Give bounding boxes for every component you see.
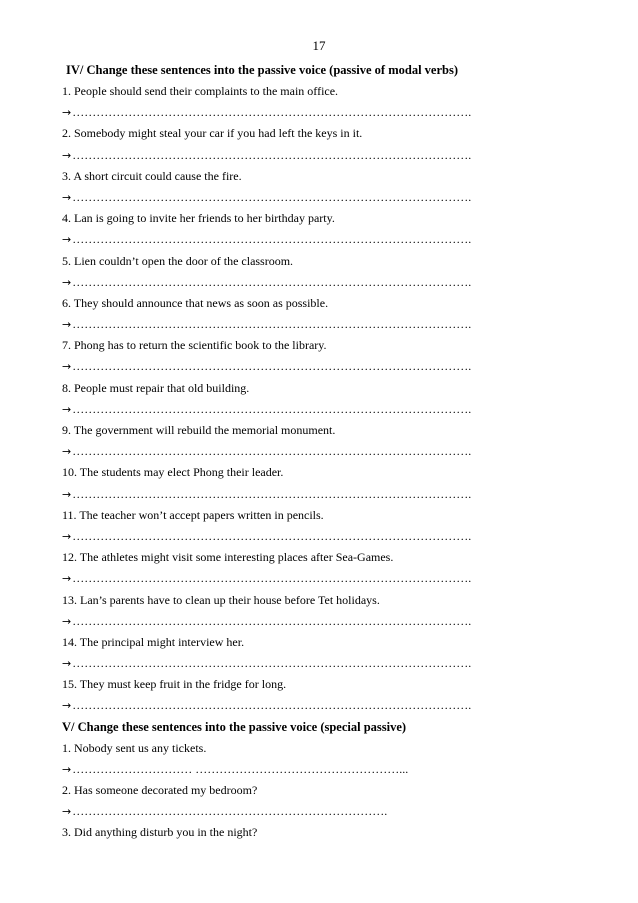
question-prompt: 3. Did anything disturb you in the night? bbox=[62, 825, 258, 840]
arrow-right-icon: → bbox=[62, 572, 72, 586]
answer-blank[interactable]: ………………………… ……………………………………………... bbox=[72, 761, 409, 776]
question-prompt: 6. They should announce that news as soon as possible. bbox=[62, 295, 329, 310]
question-prompt: 3. A short circuit could cause the fire. bbox=[62, 168, 242, 183]
question-prompt: 9. The government will rebuild the memorial monument. bbox=[62, 423, 336, 437]
question-prompt: 4. Lan is going to invite her friends to her birthday party. bbox=[62, 211, 335, 226]
question-prompt: 2. Somebody might steal your car if you had left the keys in it. bbox=[62, 126, 363, 141]
page-number: 17 bbox=[312, 38, 326, 53]
answer-line[interactable] bbox=[62, 759, 582, 780]
answer-line[interactable] bbox=[62, 187, 582, 208]
answer-blank[interactable]: ………………………………………………………………………………………. bbox=[72, 571, 472, 586]
answer-line[interactable] bbox=[62, 653, 582, 674]
question-prompt: 10. The students may elect Phong their leader. bbox=[62, 465, 284, 480]
answer-line[interactable] bbox=[62, 102, 582, 123]
answer-blank[interactable]: ………………………………………………………………………………………. bbox=[72, 528, 472, 543]
question-prompt: 13. Lan’s parents have to clean up their house before Tet holidays. bbox=[62, 592, 380, 607]
question-prompt: 1. People should send their complaints to the main office. bbox=[62, 84, 339, 98]
answer-blank[interactable]: ………………………………………………………………………………………. bbox=[72, 232, 472, 247]
arrow-right-icon: → bbox=[62, 402, 72, 416]
question-prompt: 15. They must keep fruit in the fridge for long. bbox=[62, 677, 287, 692]
arrow-right-icon: → bbox=[62, 699, 72, 713]
answer-line[interactable] bbox=[62, 695, 582, 716]
arrow-right-icon: → bbox=[62, 529, 72, 543]
answer-line[interactable] bbox=[62, 526, 582, 547]
answer-line[interactable] bbox=[62, 441, 582, 462]
question-prompt: 8. People must repair that old building. bbox=[62, 380, 250, 395]
answer-blank[interactable]: ………………………………………………………………………………………. bbox=[72, 105, 472, 120]
answer-blank[interactable]: ………………………………………………………………………………………. bbox=[72, 613, 472, 628]
worksheet-content bbox=[62, 60, 582, 844]
question-prompt: 11. The teacher won’t accept papers written in pencils. bbox=[62, 507, 324, 522]
arrow-right-icon: → bbox=[62, 487, 72, 501]
arrow-right-icon: → bbox=[62, 275, 72, 289]
question-prompt: 7. Phong has to return the scientific book to the library. bbox=[62, 338, 327, 353]
question-prompt: 1. Nobody sent us any tickets. bbox=[62, 740, 207, 755]
answer-blank[interactable]: ………………………………………………………………………………………. bbox=[72, 486, 472, 501]
answer-line[interactable] bbox=[62, 314, 582, 335]
arrow-right-icon: → bbox=[62, 614, 72, 628]
answer-line[interactable] bbox=[62, 611, 582, 632]
arrow-right-icon: → bbox=[62, 360, 72, 374]
answer-line[interactable] bbox=[62, 145, 582, 166]
question-prompt: 14. The principal might interview her. bbox=[62, 634, 245, 649]
answer-blank[interactable]: ………………………………………………………………………………………. bbox=[72, 147, 472, 162]
answer-line[interactable] bbox=[62, 356, 582, 377]
answer-blank[interactable]: ……………………………………………………………………. bbox=[72, 804, 388, 819]
arrow-right-icon: → bbox=[62, 805, 72, 819]
answer-line[interactable] bbox=[62, 568, 582, 589]
arrow-right-icon: → bbox=[62, 318, 72, 332]
question-prompt: 12. The athletes might visit some interesting places after Sea-Games. bbox=[62, 550, 394, 565]
section-heading: IV/ Change these sentences into the passive voice (passive of modal verbs) bbox=[66, 63, 458, 77]
answer-line[interactable] bbox=[62, 484, 582, 505]
answer-blank[interactable]: ………………………………………………………………………………………. bbox=[72, 359, 472, 374]
answer-blank[interactable]: ………………………………………………………………………………………. bbox=[72, 401, 472, 416]
question-prompt: 5. Lien couldn’t open the door of the classroom. bbox=[62, 253, 294, 268]
arrow-right-icon: → bbox=[62, 148, 72, 162]
answer-line[interactable] bbox=[62, 801, 582, 822]
arrow-right-icon: → bbox=[62, 445, 72, 459]
question-prompt: 2. Has someone decorated my bedroom? bbox=[62, 783, 258, 797]
arrow-right-icon: → bbox=[62, 106, 72, 120]
arrow-right-icon: → bbox=[62, 762, 72, 776]
answer-line[interactable] bbox=[62, 399, 582, 420]
answer-blank[interactable]: ………………………………………………………………………………………. bbox=[72, 656, 472, 671]
answer-blank[interactable]: ………………………………………………………………………………………. bbox=[72, 189, 472, 204]
answer-blank[interactable]: ………………………………………………………………………………………. bbox=[72, 317, 472, 332]
answer-blank[interactable]: ………………………………………………………………………………………. bbox=[72, 444, 472, 459]
answer-blank[interactable]: ………………………………………………………………………………………. bbox=[72, 274, 472, 289]
section-heading: V/ Change these sentences into the passive voice (special passive) bbox=[62, 719, 407, 734]
arrow-right-icon: → bbox=[62, 190, 72, 204]
answer-blank[interactable]: ………………………………………………………………………………………. bbox=[72, 698, 472, 713]
arrow-right-icon: → bbox=[62, 657, 72, 671]
answer-line[interactable] bbox=[62, 272, 582, 293]
answer-line[interactable] bbox=[62, 229, 582, 250]
arrow-right-icon: → bbox=[62, 233, 72, 247]
